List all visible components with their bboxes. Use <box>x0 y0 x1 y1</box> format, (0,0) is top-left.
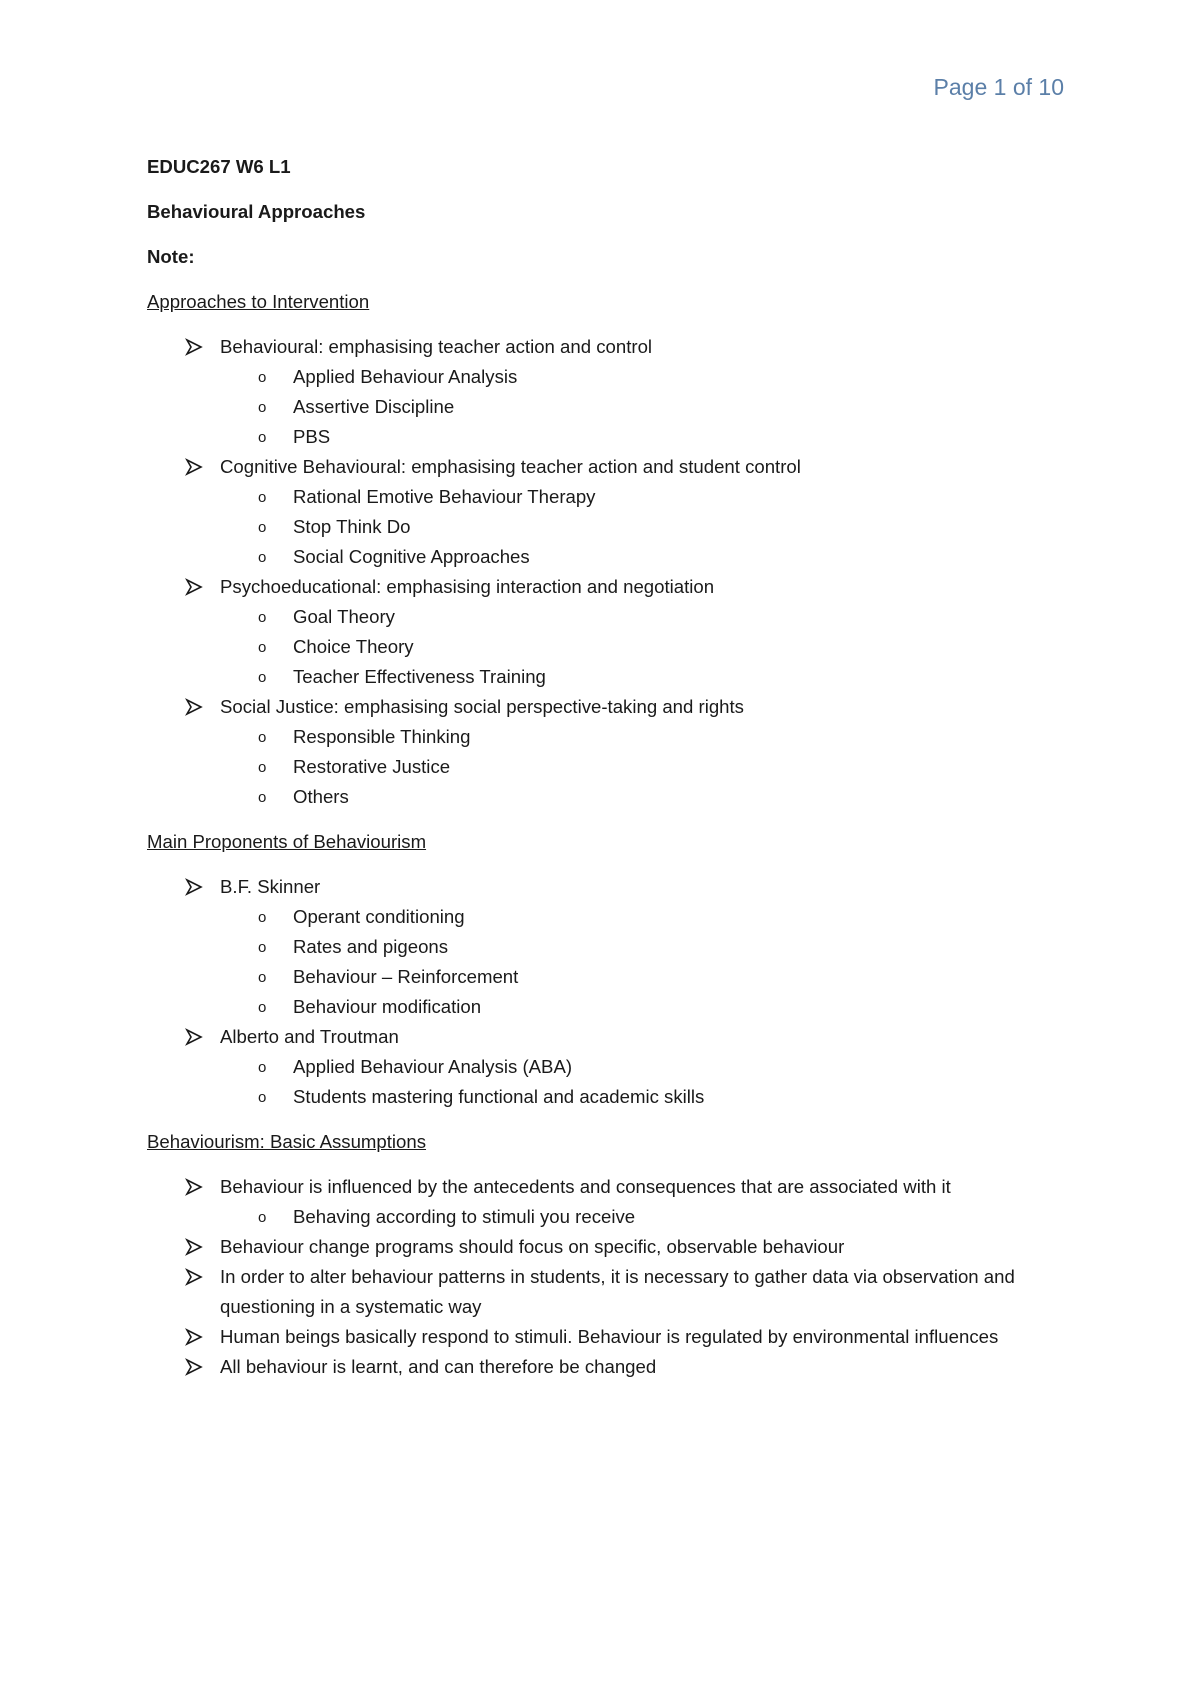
sub-list-item-text: Rational Emotive Behaviour Therapy <box>293 486 596 507</box>
sub-list-item-text: Applied Behaviour Analysis (ABA) <box>293 1056 573 1077</box>
sub-bullet-list <box>220 902 1067 1022</box>
sub-list-item-text: PBS <box>293 426 331 447</box>
circle-bullet-icon: o <box>258 429 267 446</box>
sub-list-item-text: Teacher Effectiveness Training <box>293 666 546 687</box>
sub-list-item-text: Stop Think Do <box>293 516 411 537</box>
sub-bullet-list <box>220 722 1067 812</box>
circle-bullet-icon: o <box>258 999 267 1016</box>
sub-list-item <box>220 632 1067 662</box>
circle-bullet-icon: o <box>258 1089 267 1106</box>
list-item-text: Behaviour is influenced by the antecedents and consequences that are associated with it <box>220 1176 951 1197</box>
circle-bullet-icon: o <box>258 969 267 986</box>
section-heading: Main Proponents of Behaviourism <box>147 831 427 852</box>
sub-list-item <box>220 782 1067 812</box>
sub-list-item <box>220 1202 1067 1232</box>
bullet-list <box>147 872 1067 1112</box>
circle-bullet-icon: o <box>258 729 267 746</box>
arrowhead-bullet-icon <box>184 872 204 902</box>
sub-list-item <box>220 992 1067 1022</box>
list-item-text: Behaviour change programs should focus on specific, observable behaviour <box>220 1236 845 1257</box>
arrowhead-bullet-icon <box>184 692 204 722</box>
sub-list-item-text: Goal Theory <box>293 606 395 627</box>
sub-list-item-text: Rates and pigeons <box>293 936 449 957</box>
circle-bullet-icon: o <box>258 789 267 806</box>
list-item-text: B.F. Skinner <box>220 876 321 897</box>
sub-list-item-text: Choice Theory <box>293 636 414 657</box>
list-item <box>147 332 1067 452</box>
arrowhead-bullet-icon <box>184 1352 204 1382</box>
sub-list-item <box>220 362 1067 392</box>
circle-bullet-icon: o <box>258 639 267 656</box>
sub-bullet-list <box>220 1052 1067 1112</box>
sub-list-item-text: Behaving according to stimuli you receive <box>293 1206 636 1227</box>
arrowhead-bullet-icon <box>184 1322 204 1352</box>
sub-list-item-text: Students mastering functional and academic skills <box>293 1086 705 1107</box>
arrowhead-bullet-icon <box>184 1022 204 1052</box>
list-item <box>147 1172 1067 1232</box>
sub-list-item-text: Responsible Thinking <box>293 726 471 747</box>
sub-list-item <box>220 752 1067 782</box>
arrowhead-bullet-icon <box>184 452 204 482</box>
sub-list-item-text: Assertive Discipline <box>293 396 455 417</box>
list-item <box>147 1352 1067 1382</box>
circle-bullet-icon: o <box>258 519 267 536</box>
sub-bullet-list <box>220 1202 1067 1232</box>
sub-list-item-text: Behaviour modification <box>293 996 482 1017</box>
sub-list-item <box>220 722 1067 752</box>
sub-bullet-list <box>220 482 1067 572</box>
circle-bullet-icon: o <box>258 489 267 506</box>
note-label: Note: <box>147 246 195 267</box>
list-item-text: Behavioural: emphasising teacher action and control <box>220 336 653 357</box>
circle-bullet-icon: o <box>258 669 267 686</box>
sub-list-item-text: Others <box>293 786 349 807</box>
sub-bullet-list <box>220 362 1067 452</box>
bullet-list <box>147 332 1067 812</box>
circle-bullet-icon: o <box>258 609 267 626</box>
list-item-text: Alberto and Troutman <box>220 1026 399 1047</box>
list-item <box>147 452 1067 572</box>
section-heading: Approaches to Intervention <box>147 291 370 312</box>
sub-list-item <box>220 392 1067 422</box>
circle-bullet-icon: o <box>258 1059 267 1076</box>
circle-bullet-icon: o <box>258 759 267 776</box>
document-title: EDUC267 W6 L1 <box>147 156 291 177</box>
sub-list-item <box>220 422 1067 452</box>
list-item <box>147 872 1067 1022</box>
list-item <box>147 1262 1067 1322</box>
sub-list-item <box>220 662 1067 692</box>
sub-list-item-text: Social Cognitive Approaches <box>293 546 530 567</box>
list-item-text: Cognitive Behavioural: emphasising teacher action and student control <box>220 456 801 477</box>
circle-bullet-icon: o <box>258 909 267 926</box>
sub-list-item <box>220 512 1067 542</box>
sub-list-item <box>220 902 1067 932</box>
list-item-text: All behaviour is learnt, and can therefore be changed <box>220 1356 657 1377</box>
list-item <box>147 1232 1067 1262</box>
circle-bullet-icon: o <box>258 1209 267 1226</box>
list-item <box>147 572 1067 692</box>
section-heading: Behaviourism: Basic Assumptions <box>147 1131 427 1152</box>
sub-list-item <box>220 932 1067 962</box>
arrowhead-bullet-icon <box>184 572 204 602</box>
sub-list-item-text: Restorative Justice <box>293 756 451 777</box>
sub-list-item-text: Operant conditioning <box>293 906 465 927</box>
sub-list-item <box>220 1052 1067 1082</box>
sub-list-item-text: Behaviour – Reinforcement <box>293 966 519 987</box>
sub-list-item <box>220 482 1067 512</box>
sub-list-item <box>220 602 1067 632</box>
arrowhead-bullet-icon <box>184 332 204 362</box>
list-item-text: Social Justice: emphasising social perspective-taking and rights <box>220 696 744 717</box>
list-item-text: In order to alter behaviour patterns in students, it is necessary to gather data via observation and questioning in a systematic way <box>220 1266 1015 1317</box>
list-item <box>147 692 1067 812</box>
sub-list-item <box>220 542 1067 572</box>
document-subtitle: Behavioural Approaches <box>147 201 366 222</box>
circle-bullet-icon: o <box>258 939 267 956</box>
page-number: Page 1 of 10 <box>933 74 1064 100</box>
list-item-text: Human beings basically respond to stimuli. Behaviour is regulated by environmental influences <box>220 1326 999 1347</box>
arrowhead-bullet-icon <box>184 1172 204 1202</box>
bullet-list <box>147 1172 1067 1382</box>
circle-bullet-icon: o <box>258 399 267 416</box>
list-item <box>147 1322 1067 1352</box>
sub-bullet-list <box>220 602 1067 692</box>
circle-bullet-icon: o <box>258 549 267 566</box>
list-item <box>147 1022 1067 1112</box>
sub-list-item <box>220 1082 1067 1112</box>
arrowhead-bullet-icon <box>184 1262 204 1292</box>
sub-list-item-text: Applied Behaviour Analysis <box>293 366 518 387</box>
arrowhead-bullet-icon <box>184 1232 204 1262</box>
list-item-text: Psychoeducational: emphasising interaction and negotiation <box>220 576 715 597</box>
sections-container <box>147 287 1067 1382</box>
sub-list-item <box>220 962 1067 992</box>
circle-bullet-icon: o <box>258 369 267 386</box>
document-body <box>147 152 1067 1382</box>
